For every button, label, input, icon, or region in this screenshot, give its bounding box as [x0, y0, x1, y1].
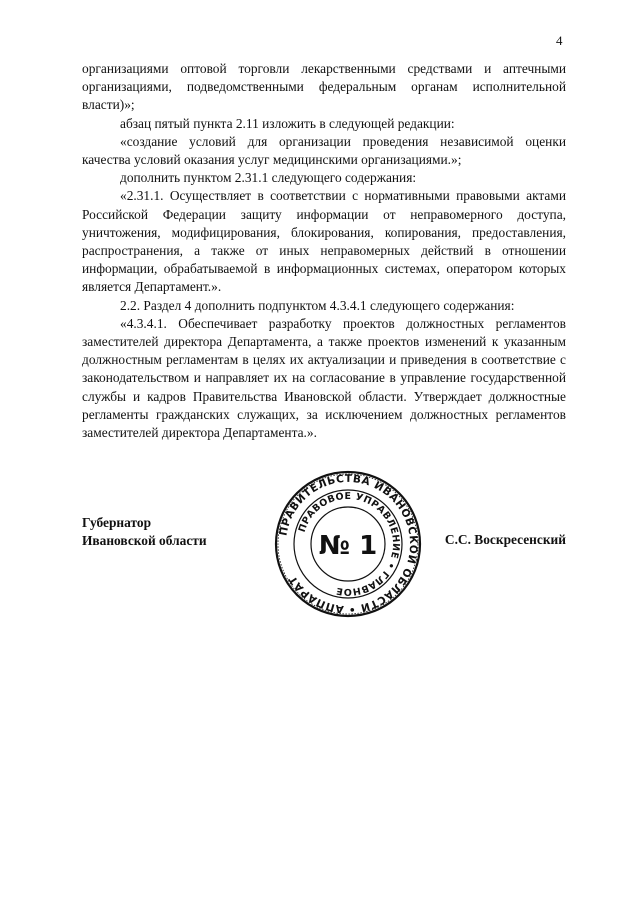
official-seal: [274, 470, 422, 618]
paragraph-2: абзац пятый пункта 2.11 изложить в следующей редакции:: [120, 115, 455, 131]
paragraph-3: «создание условий для организации проведения независимой оценки качества условий оказания услуг медицинскими организациями.»;: [82, 133, 566, 168]
seal-center-text: № 1: [318, 531, 378, 561]
seal-inner-text: ПРАВОВОЕ УПРАВЛЕНИЕ • ГЛАВНОЕ: [296, 490, 402, 598]
paragraph-5: «2.31.1. Осуществляет в соответствии с нормативными правовыми актами Российской Федерации защиту информации от неправомерного доступа, уничтожения, модифицирования, блокирования, копирования, предоставления, распространения, а также от иных неправомерных действий в отношении информации, обрабатываемой в информационных системах, оператором которых является Департамент.».: [82, 188, 566, 295]
paragraph-6: 2.2. Раздел 4 дополнить подпунктом 4.3.4.1 следующего содержания:: [120, 297, 515, 313]
signatory-name: С.С. Воскресенский: [444, 532, 566, 547]
seal-outer-text: ПРАВИТЕЛЬСТВА ИВАНОВСКОЙ ОБЛАСТИ • АППАРАТ: [277, 472, 420, 616]
paragraph-1: организациями оптовой торговли лекарственными средствами и аптечными организациями, подведомственными федеральным органам исполнительной власти)»;: [82, 61, 566, 113]
document-body: [82, 60, 566, 442]
signature-block: [82, 472, 566, 616]
signatory-title-line1: Губернатор: [82, 515, 152, 530]
signatory-title-line2: Ивановской области: [82, 533, 207, 549]
page-number: 4: [556, 33, 563, 48]
signatory-title: [82, 514, 207, 550]
paragraph-7: «4.3.4.1. Обеспечивает разработку проектов должностных регламентов заместителей директора Департамента, а также проектов изменений к указанным должностным регламентам в целях их актуализации и приведения в соответствие с законодательством и направляет их на согласование в управление государственной службы и кадров Правительства Ивановской области. Утверждает должностные регламенты гражданских служащих, за исключением должностных регламентов заместителей директора Департамента.».: [82, 315, 566, 441]
paragraph-4: дополнить пунктом 2.31.1 следующего содержания:: [120, 170, 417, 186]
